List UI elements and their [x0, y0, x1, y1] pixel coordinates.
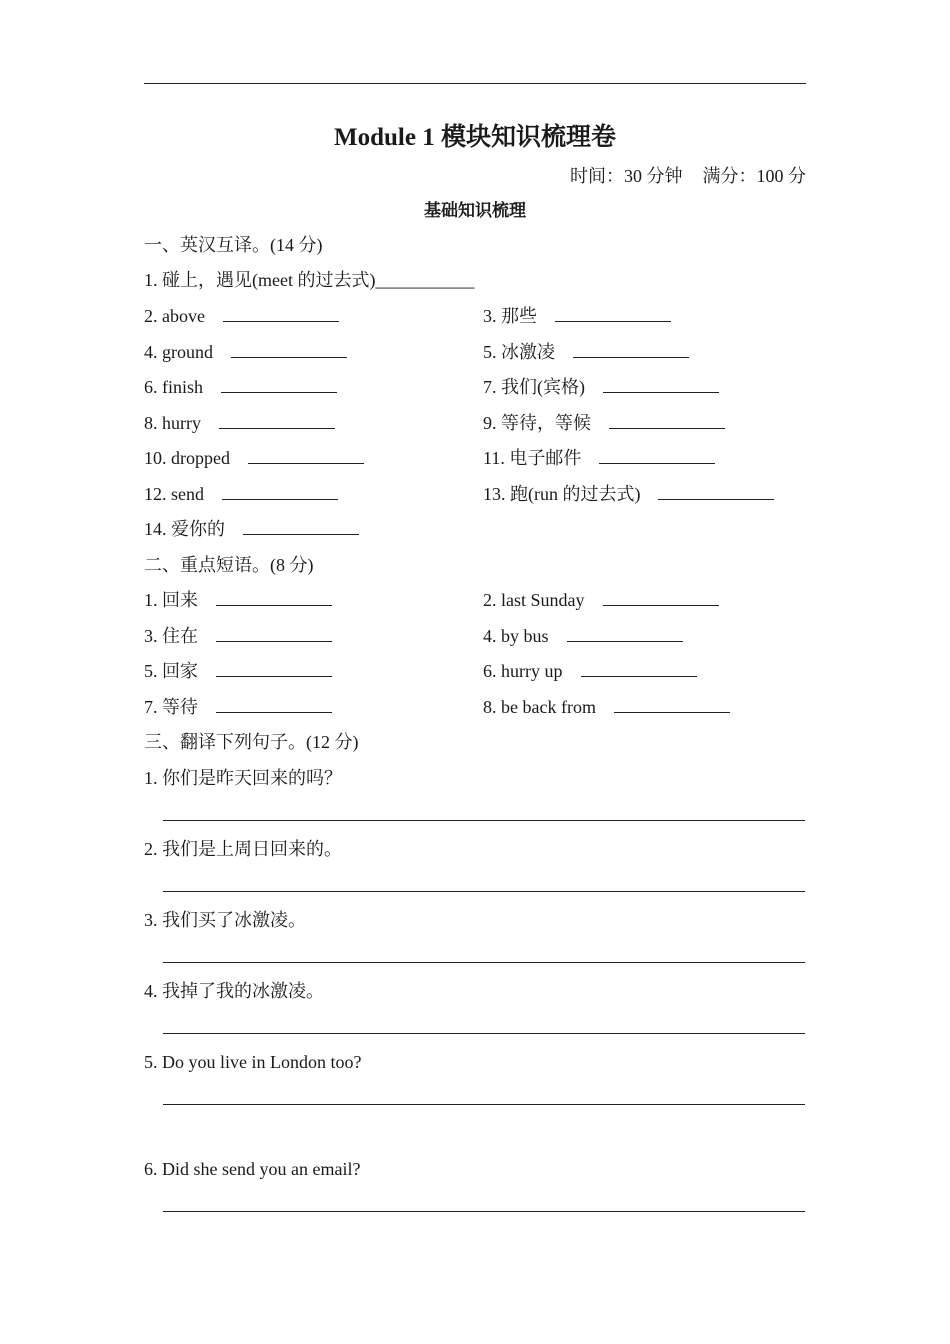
translation-item: 3. 我们买了冰激凌。: [144, 910, 306, 930]
vocab-item: 12. send: [144, 481, 338, 507]
phrase-item: 2. last Sunday: [483, 587, 719, 613]
vocab-item: 13. 跑(run 的过去式): [483, 481, 774, 507]
answer-blank[interactable]: [581, 658, 697, 677]
answer-blank[interactable]: [216, 658, 332, 677]
answer-blank[interactable]: [609, 410, 725, 429]
vocab-item: 11. 电子邮件: [483, 445, 715, 471]
translation-item: 5. Do you live in London too?: [144, 1052, 362, 1072]
answer-blank[interactable]: [599, 445, 715, 464]
vocab-item: 8. hurry: [144, 410, 335, 436]
vocab-item: 4. ground: [144, 339, 347, 365]
answer-blank[interactable]: [567, 623, 683, 642]
answer-blank[interactable]: [223, 303, 339, 322]
answer-blank[interactable]: [219, 410, 335, 429]
vocab-item: 5. 冰激凌: [483, 339, 689, 365]
phrase-item: 1. 回来: [144, 587, 332, 613]
vocab-item: 9. 等待，等候: [483, 410, 725, 436]
vocab-item: 3. 那些: [483, 303, 671, 329]
translation-item: 4. 我掉了我的冰激凌。: [144, 981, 324, 1001]
section3-heading: 三、翻译下列句子。(12 分): [144, 732, 359, 752]
vocab-item: 6. finish: [144, 374, 337, 400]
translation-item: 6. Did she send you an email?: [144, 1159, 361, 1179]
answer-blank[interactable]: [555, 303, 671, 322]
answer-blank[interactable]: [231, 339, 347, 358]
phrase-item: 8. be back from: [483, 694, 730, 720]
answer-line[interactable]: [163, 1033, 805, 1034]
page-title: Module 1 模块知识梳理卷: [334, 124, 616, 151]
answer-blank[interactable]: [614, 694, 730, 713]
phrase-item: 3. 住在: [144, 623, 332, 649]
section1-heading: 一、英汉互译。(14 分): [144, 235, 323, 255]
vocab-item: 14. 爱你的: [144, 516, 359, 542]
answer-blank[interactable]: [221, 374, 337, 393]
answer-blank[interactable]: [222, 481, 338, 500]
answer-blank[interactable]: [216, 623, 332, 642]
phrase-item: 4. by bus: [483, 623, 683, 649]
answer-blank[interactable]: [248, 445, 364, 464]
answer-blank[interactable]: [603, 374, 719, 393]
answer-line[interactable]: [163, 1211, 805, 1212]
vocab-item: 2. above: [144, 303, 339, 329]
answer-blank[interactable]: [658, 481, 774, 500]
section2-heading: 二、重点短语。(8 分): [144, 555, 314, 575]
answer-line[interactable]: [163, 891, 805, 892]
section-group-title: 基础知识梳理: [424, 201, 526, 220]
phrase-item: 6. hurry up: [483, 658, 697, 684]
full-score: 满分：100 分: [702, 166, 806, 186]
vocab-item: 10. dropped: [144, 445, 364, 471]
translation-item: 1. 你们是昨天回来的吗？: [144, 768, 342, 788]
answer-blank[interactable]: [573, 339, 689, 358]
phrase-item: 7. 等待: [144, 694, 332, 720]
time-limit: 时间：30 分钟: [570, 166, 683, 186]
answer-blank[interactable]: [216, 587, 332, 606]
translation-item: 2. 我们是上周日回来的。: [144, 839, 342, 859]
answer-blank[interactable]: [603, 587, 719, 606]
answer-blank[interactable]: [216, 694, 332, 713]
header-rule: [144, 83, 806, 84]
time-score-bar: [570, 163, 806, 189]
phrase-item: 5. 回家: [144, 658, 332, 684]
answer-line[interactable]: [163, 1104, 805, 1105]
answer-blank[interactable]: [243, 516, 359, 535]
section1-item-1: 1. 碰上，遇见(meet 的过去式)___________: [144, 270, 475, 290]
answer-line[interactable]: [163, 962, 805, 963]
vocab-item: 7. 我们(宾格): [483, 374, 719, 400]
answer-line[interactable]: [163, 820, 805, 821]
